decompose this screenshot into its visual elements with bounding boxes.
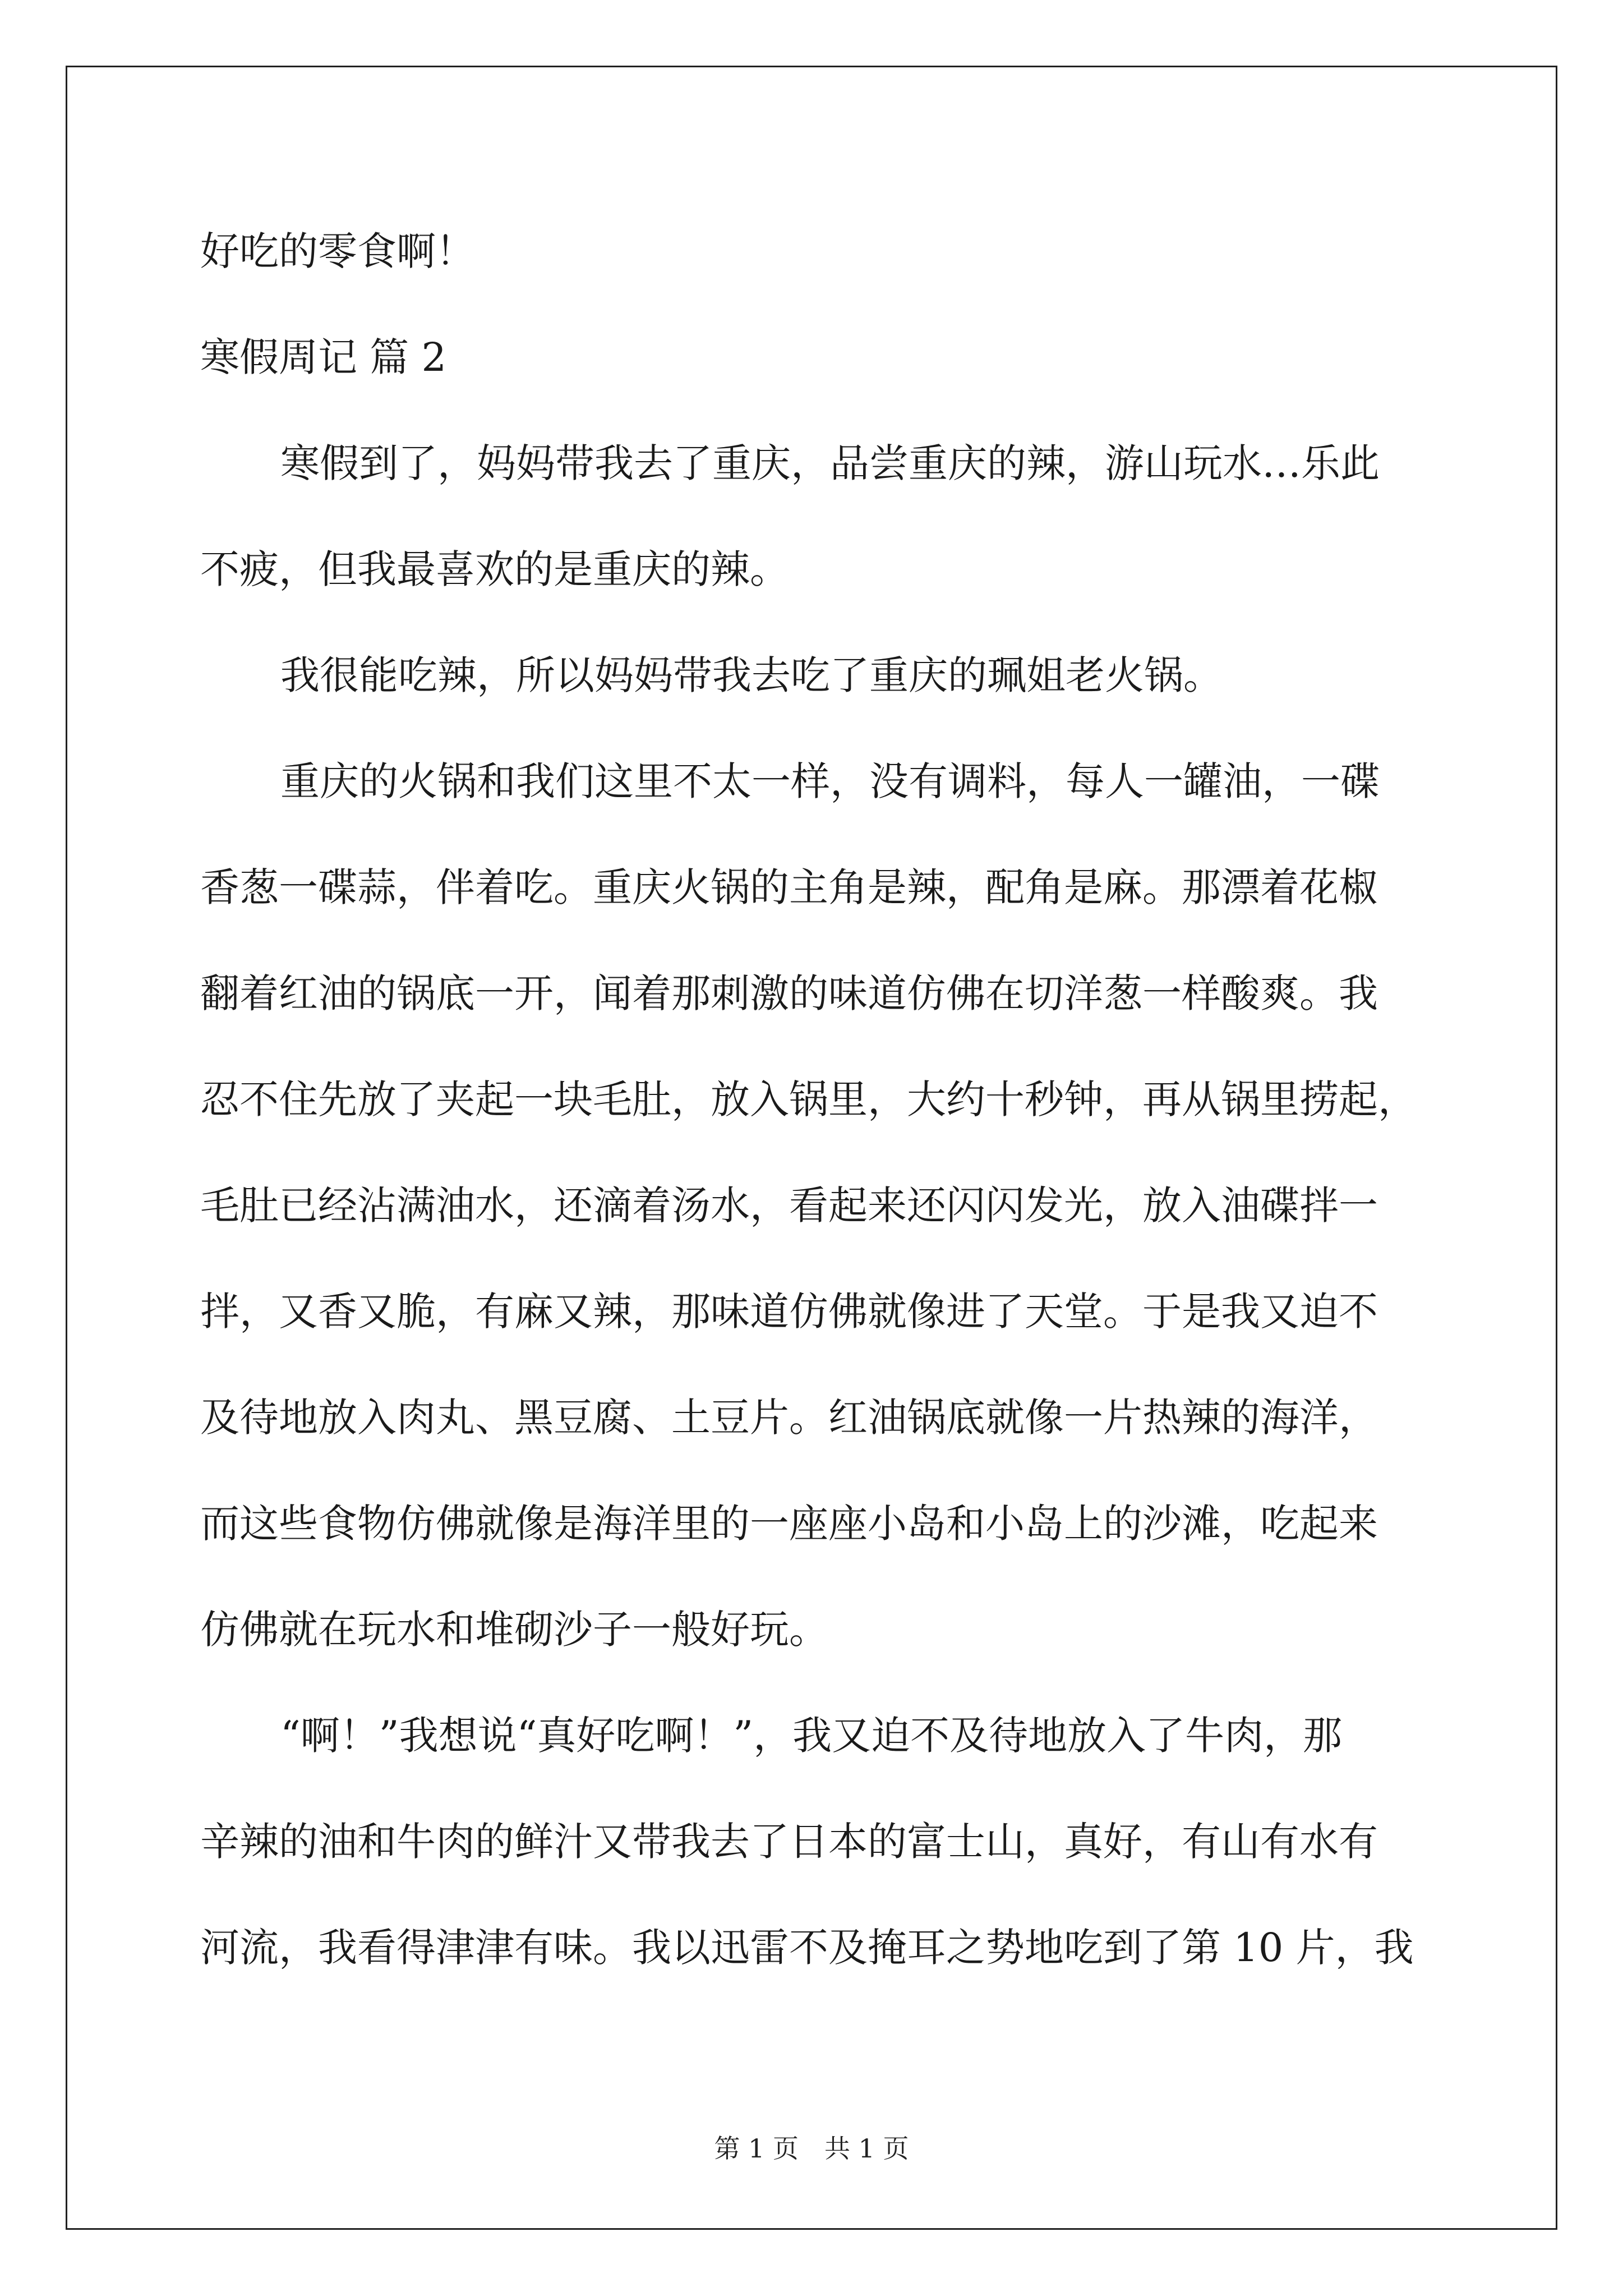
text-line: 及待地放入肉丸、黑豆腐、土豆片。红油锅底就像一片热辣的海洋， — [200, 1395, 1378, 1441]
text-line: 而这些食物仿佛就像是海洋里的一座座小岛和小岛上的沙滩，吃起来 — [200, 1501, 1378, 1547]
text-line: 我很能吃辣，所以妈妈带我去吃了重庆的珮姐老火锅。 — [280, 652, 1223, 698]
text-line: 仿佛就在玩水和堆砌沙子一般好玩。 — [200, 1607, 828, 1653]
document-body — [200, 218, 1434, 2020]
text-line: 寒假到了，妈妈带我去了重庆，品尝重庆的辣，游山玩水…乐此 — [280, 440, 1380, 486]
text-line: 重庆的火锅和我们这里不太一样，没有调料，每人一罐油，一碟 — [280, 758, 1380, 804]
text-line: 河流，我看得津津有味。我以迅雷不及掩耳之势地吃到了第 10 片，我 — [200, 1925, 1414, 1971]
page-total: 共 1 页 — [824, 2133, 909, 2164]
text-line: 好吃的零食啊！ — [200, 228, 475, 274]
text-line: 忍不住先放了夹起一块毛肚，放入锅里，大约十秒钟，再从锅里捞起， — [200, 1076, 1417, 1122]
text-line: 不疲，但我最喜欢的是重庆的辣。 — [200, 546, 789, 592]
text-line: 翻着红油的锅底一开，闻着那刺激的味道仿佛在切洋葱一样酸爽。我 — [200, 970, 1378, 1016]
section-heading: 寒假周记 篇 2 — [200, 334, 447, 380]
text-line: 香葱一碟蒜，伴着吃。重庆火锅的主角是辣，配角是麻。那漂着花椒 — [200, 864, 1378, 910]
text-line: “啊！”我想说“真好吃啊！”，我又迫不及待地放入了牛肉，那 — [280, 1713, 1343, 1759]
text-line: 辛辣的油和牛肉的鲜汁又带我去了日本的富士山，真好，有山有水有 — [200, 1819, 1378, 1865]
page-footer — [0, 2132, 1623, 2165]
text-line: 毛肚已经沾满油水，还滴着汤水，看起来还闪闪发光，放入油碟拌一 — [200, 1182, 1378, 1228]
page-number: 第 1 页 — [714, 2133, 799, 2164]
text-line: 拌，又香又脆，有麻又辣，那味道仿佛就像进了天堂。于是我又迫不 — [200, 1289, 1378, 1335]
